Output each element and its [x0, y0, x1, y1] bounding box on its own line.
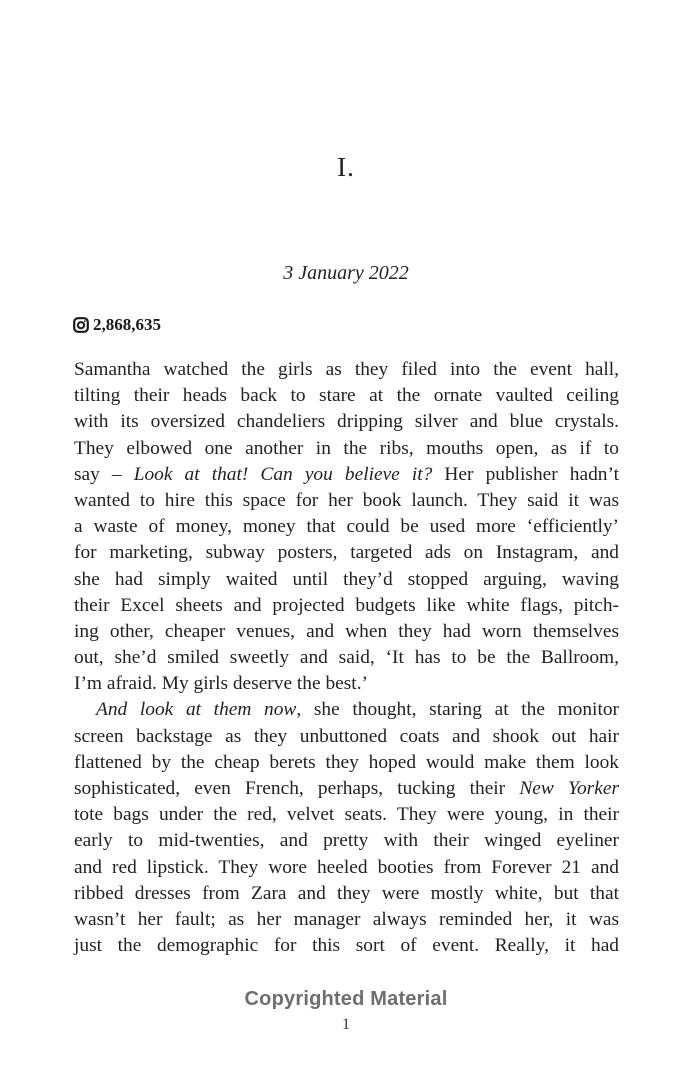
text-line [74, 540, 619, 566]
text-line [74, 593, 619, 619]
text-run: , she thought, staring at the monitor [296, 699, 619, 721]
text-line [74, 357, 619, 383]
text-run: a waste of money, money that could be used more ‘efficiently’ [74, 516, 619, 538]
date-heading: 3 January 2022 [283, 262, 409, 284]
text-line [74, 671, 619, 697]
text-run: Samantha watched the girls as they filed into the event hall, [74, 359, 619, 380]
text-line [74, 567, 619, 593]
text-run: just the demographic for this sort of event. Really, it had [74, 935, 619, 957]
text-run: ing other, cheaper venues, and when they had worn themselves [74, 620, 619, 642]
text-run: wasn’t her fault; as her manager always reminded her, it was [74, 908, 619, 930]
follower-count-value: 2,868,635 [93, 315, 161, 334]
text-run: They elbowed one another in the ribs, mouths open, as if to [74, 437, 619, 459]
text-run: sophisticated, even French, perhaps, tucking their [74, 778, 520, 799]
text-line [74, 724, 619, 750]
text-run: wanted to hire this space for her book launch. They said it was [74, 489, 619, 511]
text-run: she had simply waited until they’d stopped arguing, waving [74, 568, 619, 590]
text-run: and red lipstick. They wore heeled booties from Forever 21 and [74, 856, 619, 878]
page-number [342, 1016, 350, 1034]
text-run: ribbed dresses from Zara and they were mostly white, but that [74, 882, 619, 904]
text-run: out, she’d smiled sweetly and said, ‘It has to be the Ballroom, [74, 647, 619, 669]
italic-text: New Yorker [519, 778, 619, 799]
page-footer [0, 988, 692, 1034]
text-line [74, 488, 619, 514]
text-run: I’m afraid. My girls deserve the best.’ [74, 673, 368, 695]
text-run: screen backstage as they unbuttoned coats and shook out hair [74, 725, 619, 747]
text-line [74, 619, 619, 645]
text-run: for marketing, subway posters, targeted ads on Instagram, and [74, 542, 619, 564]
text-run: say – [74, 463, 134, 485]
text-line [74, 697, 619, 723]
text-line [74, 802, 619, 828]
text-line [74, 645, 619, 671]
instagram-icon [73, 317, 89, 333]
text-line [74, 881, 619, 907]
page-number-value: 1 [342, 1016, 350, 1033]
paragraph [74, 357, 619, 697]
text-line [74, 462, 619, 488]
text-line [74, 907, 619, 933]
italic-text: Look at that! Can you believe it? [133, 463, 433, 485]
text-run: Her publisher hadn’t [432, 463, 619, 485]
instagram-follower-count [73, 315, 161, 335]
italic-text: And look at them now [96, 699, 297, 721]
text-line [74, 750, 619, 776]
text-line [74, 828, 619, 854]
text-line [74, 383, 619, 409]
text-line [74, 514, 619, 540]
text-run: early to mid-twenties, and pretty with their winged eyeliner [74, 830, 619, 852]
body-text [74, 357, 619, 959]
text-line [74, 855, 619, 881]
text-line [74, 933, 619, 959]
text-run: flattened by the cheap berets they hoped would make them look [74, 751, 619, 773]
text-run: with its oversized chandeliers dripping silver and blue crystals. [74, 411, 619, 433]
copyright-watermark: Copyrighted Material [244, 988, 448, 1010]
text-run: tilting their heads back to stare at the ornate vaulted ceiling [74, 385, 619, 407]
text-line [74, 436, 619, 462]
text-run: tote bags under the red, velvet seats. They were young, in their [74, 804, 619, 826]
paragraph [74, 697, 619, 959]
text-run: their Excel sheets and projected budgets like white flags, pitch- [74, 594, 619, 616]
text-line [74, 776, 619, 802]
chapter-number: I. [337, 152, 355, 182]
text-line [74, 409, 619, 435]
